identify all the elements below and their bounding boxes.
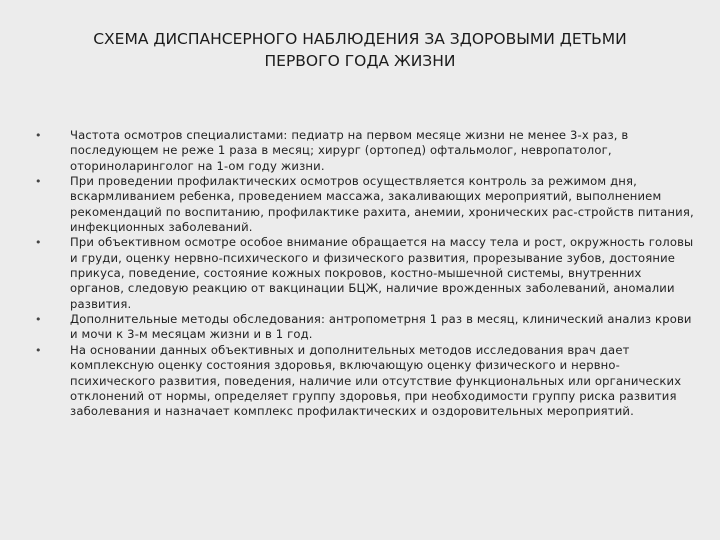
bullet-item-exam-frequency [35, 128, 695, 174]
bullet-text: На основании данных объективных и дополнительных методов исследования врач дает комплексную оценку состояния здоровья, включающую оценку физического и нервно-психического развития, поведения, наличие или отсутствие функциональных или органических отклонений от нормы, определяет группу здоровья, при необходимости группу риска развития заболевания и назначает комплекс профилактических и оздоровительных мероприятий. [70, 342, 682, 419]
bullet-icon: • [35, 175, 42, 189]
bullet-item-health-assessment [35, 343, 695, 420]
slide-title-line-1: СХЕМА ДИСПАНСЕРНОГО НАБЛЮДЕНИЯ ЗА ЗДОРОВЫМИ ДЕТЬМИ [93, 30, 627, 48]
bullet-text: При объективном осмотре особое внимание обращается на массу тела и рост, окружность головы и груди, оценку нервно-психического и физического развития, прорезывание зубов, достояние прикуса, поведение, состояние кожных покровов, костно-мышечной системы, внутренних органов, следовую реакцию от вакцинации БЦЖ, наличие врожденных заболеваний, аномалии развития. [70, 235, 694, 311]
bullet-text: Частота осмотров специалистами: педиатр на первом месяце жизни не менее 3-х раз, в последующем не реже 1 раза в месяц; хирург (ортопед) офтальмолог, невропатолог, оториноларинголог на 1-ом году жизни. [70, 128, 629, 173]
bullet-icon: • [35, 236, 42, 250]
slide-title-line-2: ПЕРВОГО ГОДА ЖИЗНИ [264, 52, 456, 70]
bullet-text: При проведении профилактических осмотров осуществляется контроль за режимом дня, вскармливанием ребенка, проведением массажа, закаливающих мероприятий, выполнением рекомендаций по воспитанию, профилактике рахита, анемии, хронических рас-стройств питания, инфекционных заболеваний. [70, 174, 694, 235]
bullet-text: Дополнительные методы обследования: антропометрня 1 раз в месяц, клинический анализ крови и мочи к 3-м месяцам жизни и в 1 год. [70, 312, 692, 342]
bullet-icon: • [35, 129, 42, 142]
bullet-icon: • [35, 313, 42, 327]
bullet-item-preventive-control [35, 174, 695, 235]
bullet-icon: • [35, 343, 42, 357]
bullet-item-additional-methods [35, 312, 695, 343]
bullet-list [35, 128, 695, 420]
slide-title [40, 28, 680, 72]
bullet-item-objective-exam [35, 235, 695, 312]
